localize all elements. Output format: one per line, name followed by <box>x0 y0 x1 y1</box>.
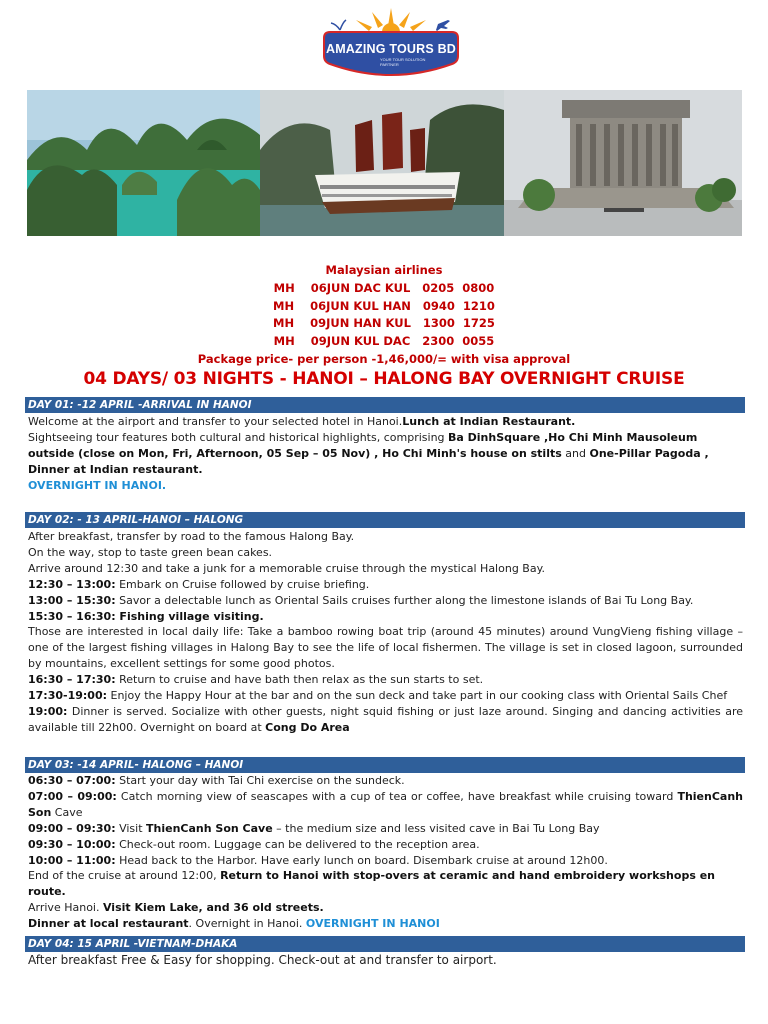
text: Visit <box>115 821 147 835</box>
flight-row: MH 06JUN DAC KUL 0205 0800 <box>273 280 495 295</box>
text: Cave <box>51 805 83 819</box>
time-label: 16:30 – 17:30: <box>28 673 116 687</box>
day-2-body <box>28 529 743 736</box>
time-label: 09:30 – 10:00: <box>28 837 116 851</box>
time-label: 15:30 – 16:30: <box>28 609 116 623</box>
text-bold: One-Pillar Pagoda , <box>589 446 709 460</box>
flight-schedule <box>0 262 768 369</box>
company-logo <box>320 6 462 80</box>
day-3-header: DAY 03: -14 APRIL- HALONG – HANOI <box>25 757 745 773</box>
text: Catch morning view of seascapes with a cup of tea or coffee, have breakfast while cruising toward <box>116 789 678 803</box>
text: After breakfast, transfer by road to the famous Halong Bay. <box>28 530 355 543</box>
day-1-body <box>28 414 743 494</box>
text: – the medium size and less visited cave in Bai Tu Long Bay <box>272 821 600 835</box>
text: Start your day with Tai Chi exercise on the sundeck. <box>115 774 405 787</box>
time-label: 19:00: <box>28 704 68 718</box>
halong-bay-islands-photo <box>27 90 260 236</box>
text: Savor a delectable lunch as Oriental Sails cruises further along the limestone islands of Bai Tu Long Bay. <box>115 593 694 607</box>
text: End of the cruise at around 12:00, <box>28 869 221 883</box>
text-bold: ThienCanh Son <box>28 789 743 819</box>
package-price: Package price- per person -1,46,000/= with visa approval <box>197 351 571 366</box>
text-bold: Cong Do Area <box>265 720 350 734</box>
time-label: 06:30 – 07:00: <box>28 774 116 787</box>
text-bold: Return to Hanoi with stop-overs at ceramic and hand embroidery workshops en route. <box>28 869 715 899</box>
text-bold: Lunch at Indian Restaurant. <box>402 415 576 428</box>
day-3-body <box>28 773 743 932</box>
text-bold: Dinner at Indian restaurant. <box>28 462 203 476</box>
airline-name: Malaysian airlines <box>325 263 443 277</box>
text: After breakfast Free & Easy for shopping. Check-out at and transfer to airport. <box>28 953 497 967</box>
text: Check-out room. Luggage can be delivered to the reception area. <box>115 837 480 851</box>
text: and <box>561 446 590 460</box>
text: Those are interested in local daily life: Take a bamboo rowing boat trip (around 45 minutes) around VungVieng fishing village – one of the largest fishing villages in Halong Bay to see the life of local fishermen. The village is set in closed lagoon, surrounded by mountains, excellent settings for some good photos. <box>28 625 743 671</box>
time-label: 09:00 – 09:30: <box>28 821 116 835</box>
day-2-header: DAY 02: - 13 APRIL-HANOI – HALONG <box>25 512 745 528</box>
text: Welcome at the airport and transfer to your selected hotel in Hanoi. <box>28 415 403 428</box>
text: . Overnight in Hanoi. <box>188 917 306 931</box>
text-bold: Visit Kiem Lake, and 36 old streets. <box>102 901 324 915</box>
day-1-header: DAY 01: -12 APRIL -ARRIVAL IN HANOI <box>25 397 745 413</box>
cruise-junk-boat-photo <box>260 90 504 236</box>
text: Head back to the Harbor. Have early lunch on board. Disembark cruise at around 12h00. <box>115 853 608 867</box>
text: Arrive around 12:30 and take a junk for a memorable cruise through the mystical Halong Bay. <box>28 561 546 575</box>
text: Embark on Cruise followed by cruise briefing. <box>115 577 370 591</box>
time-label: 17:30-19:00: <box>28 689 107 703</box>
text-bold: Ba DinhSquare ,Ho Chi Minh Mausoleum <box>448 430 698 444</box>
flight-row: MH 06JUN KUL HAN 0940 1210 <box>273 298 495 313</box>
flight-row: MH 09JUN KUL DAC 2300 0055 <box>273 334 495 349</box>
text: On the way, stop to taste green bean cakes. <box>28 545 273 559</box>
text: Sightseeing tour features both cultural and historical highlights, comprising <box>28 430 449 444</box>
text-bold: Dinner at local restaurant <box>28 917 189 931</box>
day-4-header: DAY 04: 15 APRIL -VIETNAM-DHAKA <box>25 936 745 952</box>
brand-tagline: YOUR TOUR SOLUTION PARTNER <box>380 57 426 67</box>
time-label: 13:00 – 15:30: <box>28 593 116 607</box>
time-label: 10:00 – 11:00: <box>28 853 116 867</box>
brand-name: AMAZING TOURS BD <box>325 42 457 56</box>
time-label: 07:00 – 09:00: <box>28 789 117 803</box>
overnight-note: OVERNIGHT IN HANOI <box>305 917 440 931</box>
text-bold: ThienCanh Son Cave <box>146 821 273 835</box>
time-label: 12:30 – 13:00: <box>28 577 116 591</box>
text: Return to cruise and have bath then relax as the sun starts to set. <box>115 673 484 687</box>
text: Dinner is served. Socialize with other guests, night squid fishing or just laze around. Singing and dancing activities are available till 22h00. Overnight on board at <box>28 704 743 734</box>
overnight-note: OVERNIGHT IN HANOI. <box>28 478 167 492</box>
ho-chi-minh-mausoleum-photo <box>504 90 742 236</box>
flight-row: MH 09JUN HAN KUL 1300 1725 <box>273 316 495 331</box>
text-bold: Fishing village visiting. <box>115 609 264 623</box>
text-bold: outside (close on Mon, Fri, Afternoon, 05 Sep – 05 Nov) , Ho Chi Minh's house on stilts <box>28 446 562 460</box>
text: Arrive Hanoi. <box>28 901 103 915</box>
text: Enjoy the Happy Hour at the bar and on the sun deck and take part in our cooking class with Oriental Sails Chef <box>107 689 728 703</box>
day-4-body <box>28 953 743 969</box>
page-title: 04 DAYS/ 03 NIGHTS - HANOI – HALONG BAY OVERNIGHT CRUISE <box>83 369 685 389</box>
